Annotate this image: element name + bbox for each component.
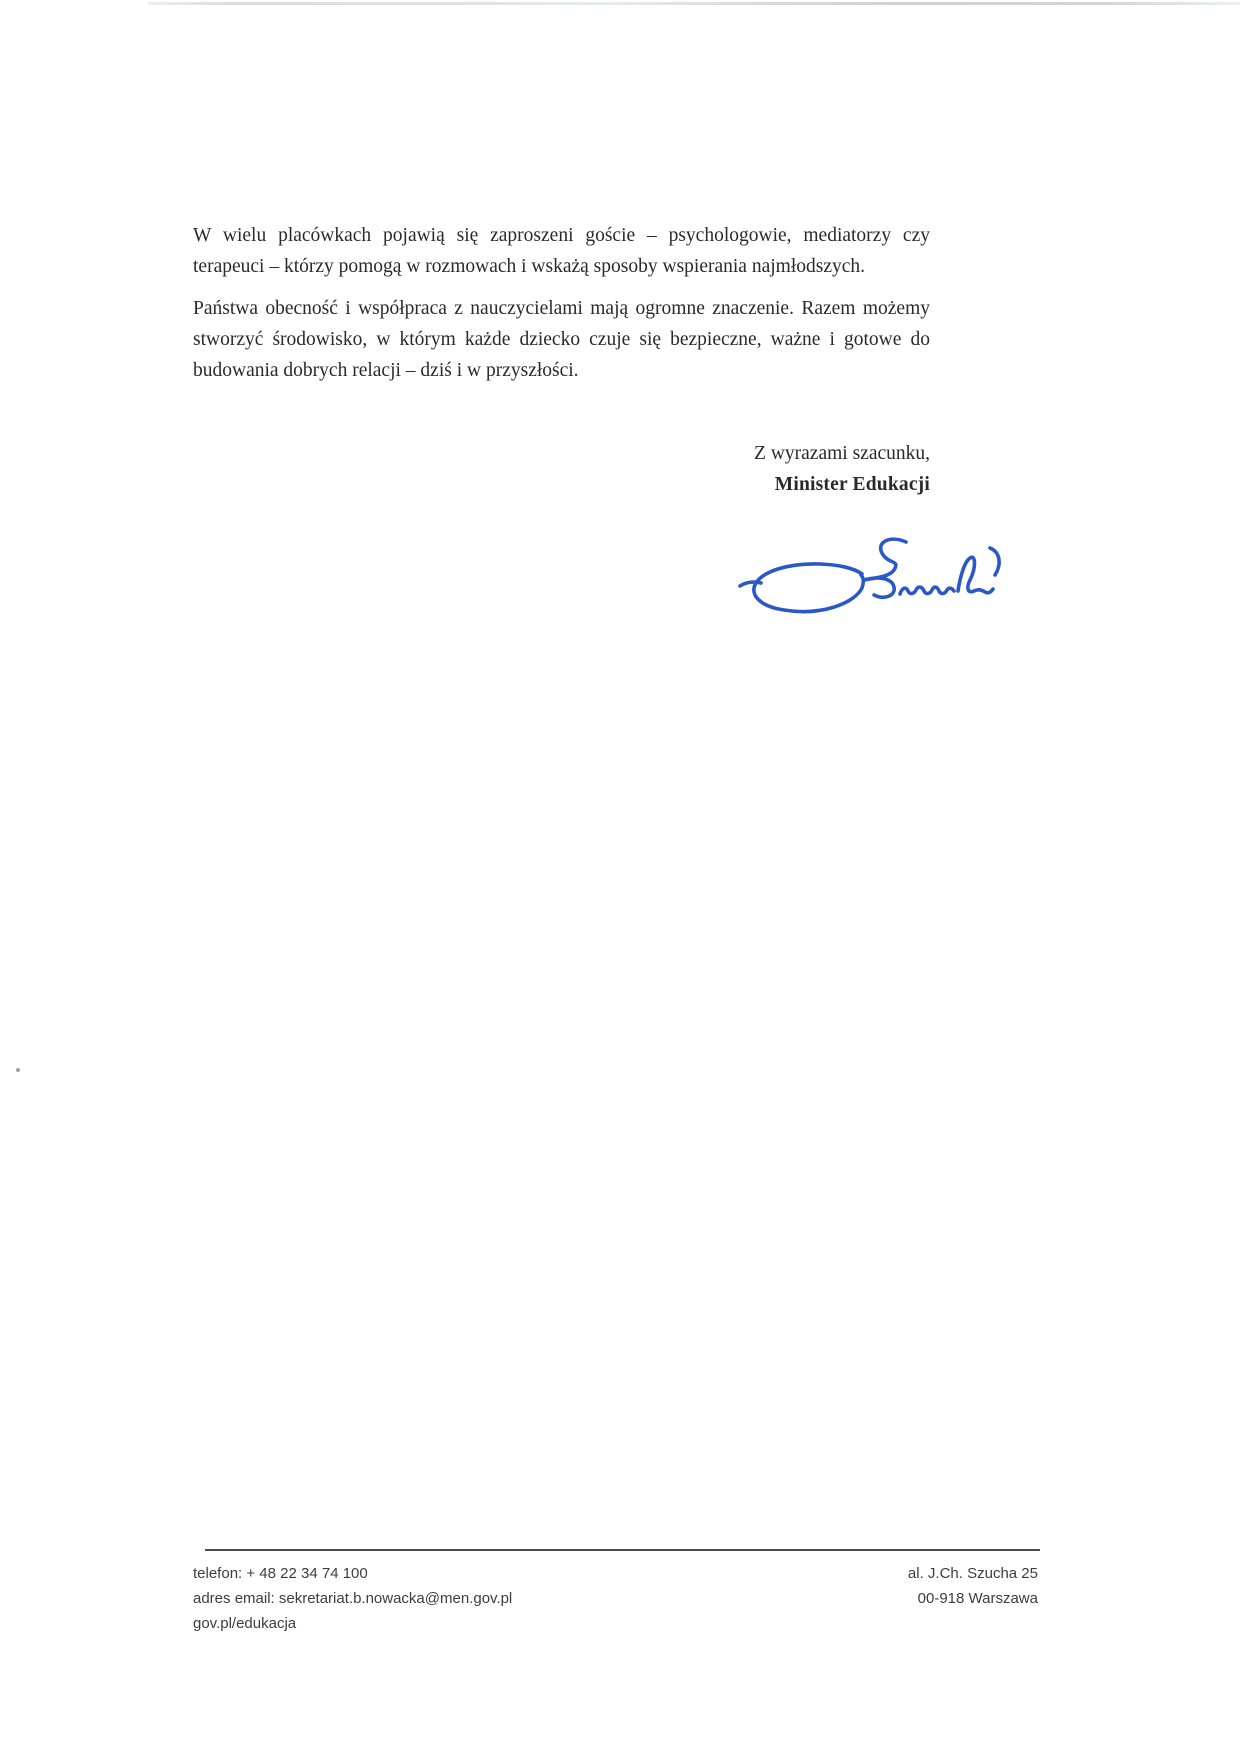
footer-address-street: al. J.Ch. Szucha 25 (907, 1565, 1038, 1582)
closing-salutation: Z wyrazami szacunku, (754, 443, 930, 464)
minister-signature (738, 532, 1008, 627)
signature-icon (738, 532, 1008, 627)
scan-artifact-dot (16, 1068, 20, 1072)
footer-phone: telefon: + 48 22 34 74 100 (193, 1565, 368, 1582)
scan-artifact-line (148, 2, 1240, 5)
footer-website: gov.pl/edukacja (193, 1615, 297, 1632)
signer-title: Minister Edukacji (774, 474, 930, 495)
footer-address-block (908, 1561, 1038, 1611)
paragraph-guests: W wielu placówkach pojawią się zaproszeni goście – psychologowie, mediatorzy czy terapeuci – którzy pomogą w rozmowach i wskażą sposoby wspierania najmłodszych. (193, 225, 930, 277)
closing-block (193, 438, 930, 500)
letter-body (193, 220, 930, 500)
footer-contact-block (193, 1561, 512, 1636)
footer-email: adres email: sekretariat.b.nowacka@men.gov.pl (193, 1590, 513, 1607)
paragraph-cooperation: Państwa obecność i współpraca z nauczycielami mają ogromne znaczenie. Razem możemy stworzyć środowisko, w którym każde dziecko czuje się bezpieczne, ważne i gotowe do budowania dobrych relacji – dziś i w przyszłości. (193, 298, 930, 381)
footer-address-city: 00-918 Warszawa (917, 1590, 1038, 1607)
footer-divider (205, 1549, 1040, 1551)
